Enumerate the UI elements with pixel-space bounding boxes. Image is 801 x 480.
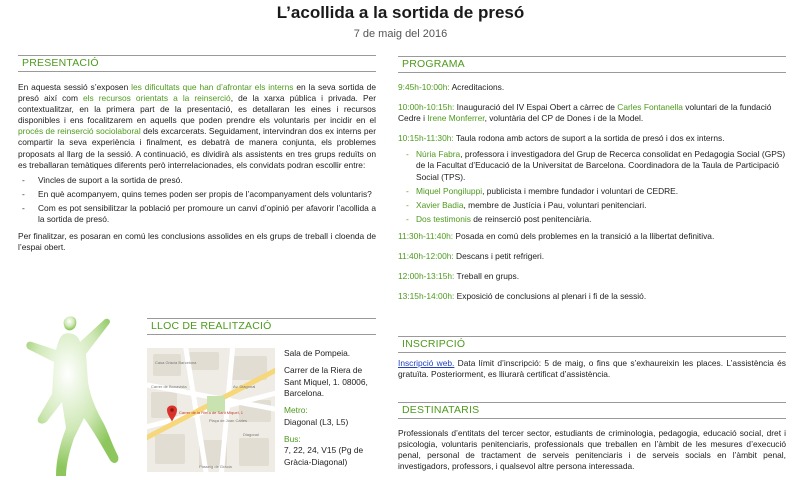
speaker-item — [406, 200, 786, 211]
map-label-1: Plaça de Joan Carles — [209, 418, 248, 423]
topic-item: - Com es pot sensibilitzar la població per promoure un canvi d’opinió per afavorir l’acollida a la sortida de presó. — [22, 203, 376, 225]
map-pin-label: Carrer de la Riera de Sant Miquel, 1 — [179, 410, 244, 415]
schedule-time: 11:30h-11:40h: — [398, 230, 454, 241]
text-run: Exposició de conclusions al plenari i fi de la sessió. — [454, 291, 647, 302]
topic-item: - En què acompanyem, quins temes poden ser propis de l’acompanyament dels voluntaris? — [22, 189, 376, 200]
text-run: , voluntària del CP de Dones i de la Model. — [484, 113, 644, 124]
schedule-item — [398, 271, 786, 282]
text-run: dels excarcerats. Seguidament, intervindran dos ex interns per compartir la seva experiència i finalment, es debatrà de manera conjunta, els problemes proposats al llarg de la sessió. A continuació, es dividirà als assistents en tres grups reduïts on es treballaran temàtiques diferents però interrelacionades, els convidats podran escollir entre: — [18, 126, 376, 170]
event-date: 7 de maig del 2016 — [353, 28, 448, 40]
schedule-item — [398, 231, 786, 242]
schedule-item — [398, 251, 786, 262]
map-label-5: Diagonal — [243, 432, 259, 437]
page-title: L’acollida a la sortida de presó — [276, 3, 525, 22]
highlighted-text: Dos testimonis — [416, 213, 471, 224]
highlighted-text: Carles Fontanella — [617, 102, 683, 113]
presentacio-paragraph — [18, 82, 376, 171]
speaker-item — [406, 186, 786, 197]
map-label-0: Casa Gràcia Barcelona — [155, 360, 197, 365]
inscripcio-text: Data límit d’inscripció: 5 de maig, o fins que s’exhaureixin les places. L’assistència és gratuïta. Posteriorment, es lliurarà certificat d’assistència. — [398, 358, 786, 380]
text-run: Acreditacions. — [449, 82, 505, 92]
highlighted-text: Irene Monferrer — [427, 113, 485, 124]
text-run: En aquesta sessió s’exposen — [18, 82, 132, 92]
text-run: voluntari de la fundació Cedre i — [398, 102, 772, 124]
topic-list — [22, 175, 376, 225]
text-run: Inauguració del IV Espai Obert a càrrec de — [454, 102, 618, 113]
text-run: de reinserció post penitenciària. — [470, 213, 592, 224]
bus-label: Bus: — [284, 434, 301, 445]
metro-label: Metro: — [284, 405, 308, 416]
text-run: , professora i investigadora del Grup de Recerca consolidat en Pedagogia Social (GPS) de la Facultat d’Educació de la Universitat de Barcelona. Coordinadora de la Taula de Participació Social (TPS). — [416, 149, 786, 182]
text-run: Taula rodona amb actors de suport a la sortida de presó i dos ex interns. — [453, 133, 725, 144]
text-run: , membre de Justícia i Pau, voluntari penitenciari. — [463, 199, 647, 210]
highlighted-text: Miquel Pongiluppi — [416, 185, 483, 196]
presentacio-body — [18, 82, 376, 257]
text-run: Posada en comú dels problemes en la transició a la llibertat definitiva. — [453, 230, 715, 241]
schedule-item — [398, 133, 786, 144]
highlighted-text: Xavier Badia — [416, 199, 464, 210]
highlighted-text: Núria Fabra — [416, 149, 461, 160]
schedule-item — [398, 102, 786, 124]
presentacio-closing: Per finalitzar, es posaran en comú les conclusions assolides en els grups de treball i cloenda de l’espai obert. — [18, 231, 376, 253]
section-heading-presentacio: PRESENTACIÓ — [18, 55, 376, 72]
schedule-time: 13:15h-14:00h: — [398, 291, 455, 302]
venue-name: Sala de Pompeia. — [284, 348, 351, 358]
section-heading-destinataris: DESTINATARIS — [398, 402, 786, 419]
schedule-time: 10:00h-10:15h: — [398, 102, 455, 113]
text-run: Descans i petit refrigeri. — [453, 251, 545, 262]
section-heading-lloc: LLOC DE REALITZACIÓ — [147, 318, 376, 335]
venue-details — [284, 348, 376, 468]
speaker-list — [406, 149, 786, 225]
map-label-4: Passeig de Gràcia — [199, 464, 232, 469]
text-run: Treball en grups. — [454, 271, 520, 282]
venue-address: Carrer de la Riera de Sant Miquel, 1. 08006, Barcelona. — [284, 365, 368, 399]
schedule-time: 12:00h-13:15h: — [398, 271, 455, 282]
speaker-item — [406, 149, 786, 182]
section-heading-inscripcio: INSCRIPCIÓ — [398, 336, 786, 353]
map-label-3: Carrer de Bonavista — [151, 384, 187, 389]
speaker-item — [406, 214, 786, 225]
inscripcio-body — [398, 358, 786, 380]
runner-silhouette-image — [8, 310, 138, 480]
schedule-time: 9:45h-10:00h: — [398, 82, 450, 92]
section-heading-programa: PROGRAMA — [398, 56, 786, 73]
text-run: , de la xarxa pública i privada. Per contextualitzar, en la primera part de la presentació, es detallaran les eines i recursos disponibles i ens focalitzarem en aquells que poden prendre els voluntaris per incidir en el — [18, 93, 376, 126]
schedule-item — [398, 291, 786, 302]
metro-value: Diagonal (L3, L5) — [284, 416, 349, 427]
destinataris-body: Professionals d’entitats del tercer sector, estudiants de criminologia, pedagogia, educació social, dret i psicologia, voluntaris penitenciaris, professionals que treballen en l’àmbit de les mesures d’execució penal, personal de tractament de serveis penitenciaris i de serveis socials en l’àmbit penal, investigadors, professors, i qualsevol altre persona interessada. — [398, 428, 786, 472]
text-run: , publicista i membre fundador i voluntari de CEDRE. — [482, 185, 679, 196]
schedule-time: 11:40h-12:00h: — [398, 251, 454, 262]
schedule-item — [398, 82, 786, 93]
inscripcio-link[interactable]: Inscripció web. — [398, 358, 455, 368]
bus-value: 7, 22, 24, V15 (Pg de Gràcia-Diagonal) — [284, 445, 364, 467]
programa-body — [398, 82, 786, 311]
highlighted-text: les dificultats que han d’afrontar els interns — [131, 82, 294, 92]
location-map[interactable] — [147, 348, 275, 472]
highlighted-text: els recursos orientats a la reinserció — [82, 93, 231, 104]
topic-item: - Vincles de suport a la sortida de presó. — [22, 175, 376, 186]
map-label-2: Av. Diagonal — [233, 384, 256, 389]
text-run: en la seva sortida de presó així com — [18, 82, 376, 104]
schedule-time: 10:15h-11:30h: — [398, 133, 454, 144]
highlighted-text: procés de reinserció sociolaboral — [18, 126, 141, 137]
